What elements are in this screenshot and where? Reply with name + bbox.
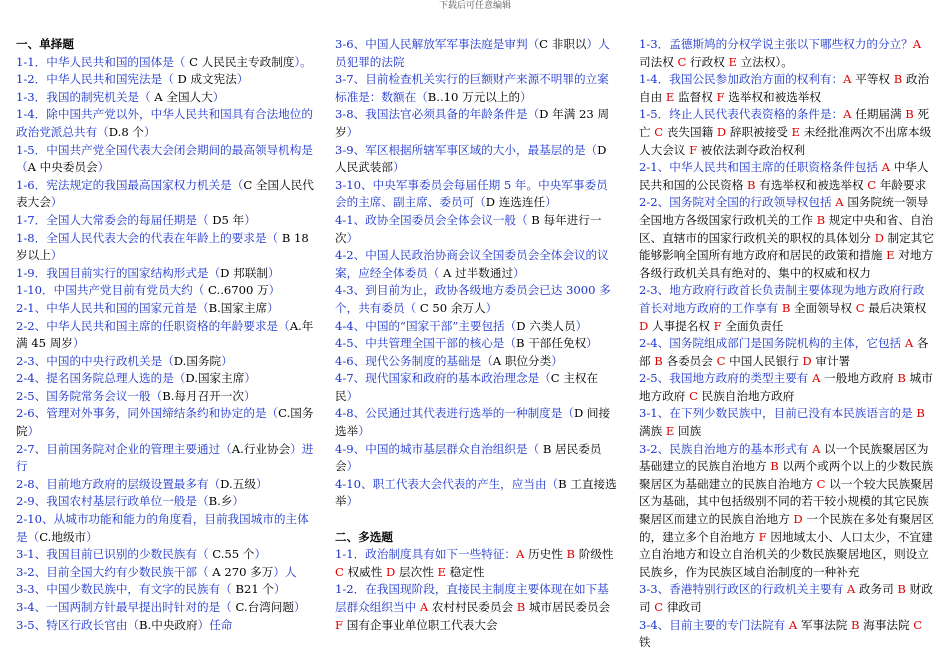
answer-text: C..6700 万 [208,283,269,298]
answer-text: 政务司 [855,582,898,597]
answer-text: C 全国人民代表大会 [16,177,314,210]
question-text: 1-5．终止人民代表代表资格的条件是： [639,107,844,122]
answer-text: C.国务院 [16,406,314,439]
question-item [335,405,618,440]
answer-text: D 六类人员 [516,318,576,333]
question-text: 1-10．中国共产党目前有党员大约（ [16,283,209,298]
question-text: ） [267,300,279,315]
question-text: 3-3、香港特别行政区的行政机关主要有 [639,582,847,597]
answer-text: 政治自由 [639,72,930,104]
question-text: ） [255,476,268,491]
option-letter: B [516,600,526,614]
question-text: 1-9．我国目前实行的国家结构形式是（ [16,265,221,280]
option-letter: E [665,89,675,104]
question-text: ） [97,160,110,175]
option-letter: C [654,600,664,614]
option-letter: A [788,617,798,632]
option-letter: A [812,371,821,386]
question-item [16,230,316,265]
answer-text: 中国人民银行 [725,353,803,368]
question-text: ） [232,494,244,509]
option-letter: D [639,318,649,333]
question-text: 1-3．我国的制宪机关是（ [16,89,155,104]
answer-text: C.55 个 [212,547,255,562]
option-letter: D [802,353,812,368]
question-text: 2-1、中华人民共和国的国家元首是（ [16,300,209,315]
answer-text: 全面领导权 [790,300,856,315]
question-item [639,617,935,652]
option-letter: F [758,529,767,544]
question-item [639,581,935,616]
question-text: 1-6．宪法规定的我国最高国家权力机关是（ [16,177,244,192]
answer-text: 规定中央和省、自治区、直辖市的国家行政机关的职权的具体划分 [639,212,934,245]
option-letter: C [654,124,664,139]
answer-text: C 非职以 [539,37,587,51]
question-text: ） [236,72,249,87]
option-letter: C [867,177,877,192]
question-item [16,441,316,476]
question-item [16,353,316,371]
answer-text: 审计署 [811,353,851,368]
answer-text: C 主权在民 [335,371,599,403]
question-text: 1-2．中华人民共和国宪法是（ [16,72,178,87]
question-item [16,493,316,511]
question-text: 2-4、提名国务院总理人选的是（ [16,371,186,386]
question-text: 1-2．在我国现阶段，直接民主制度主要体现在如下基层群众组织当中 [335,582,609,614]
question-text: 2-2、国务院对全国的行政领导权包括 [639,195,836,210]
question-item [335,546,618,581]
option-letter: C [855,300,865,315]
option-letter: E [728,54,737,69]
answer-text: 监督权 [674,89,717,104]
question-text: 4-4、中国的“国家干部”主要包括（ [335,318,517,333]
question-item [16,405,316,440]
question-text: 1-3．孟德斯鸠的分权学说主张以下哪些权力的分立？ [639,37,913,51]
answer-text: 历史性 [524,547,567,562]
question-text: 2-3、地方政府行政首长负责制主要体现为地方政府行政首长对地方政府的工作享有 [639,283,925,315]
answer-text: D.国务院 [173,353,222,368]
answer-text: 海事法院 [859,617,914,632]
answer-text: B.国家主席 [208,300,268,315]
question-item [16,89,316,107]
answer-text: 制定其它能够影响全国所有地方政府和居民的政策和措施 [639,230,934,263]
answer-text: 各部 [639,336,929,368]
question-text: 1-4．除中国共产党以外，中华人民共和国具有合法地位的政治党派总共有（ [16,107,313,139]
question-item [335,212,618,247]
answer-text: 国务院统一领导全国地方各级国家行政机关的工作 [639,195,929,227]
option-letter: B [781,300,791,315]
answer-text: 城市地方政府 [639,371,933,403]
question-item [335,177,618,212]
answer-text: B 干部任免权 [515,336,587,351]
question-text: ） [243,388,256,403]
question-text: ） [358,424,370,439]
answer-text: D.五级 [220,476,256,491]
option-letter: F [689,142,698,157]
question-item [16,511,316,546]
option-letter: A [835,195,844,210]
question-text: 3-7、目前检查机关实行的巨额财产来源不明罪的立案标准是：数额在（ [335,72,609,104]
option-letter: C [716,353,726,368]
question-text: ） [274,582,286,597]
answer-text: A.行业协会 [231,441,291,456]
answer-text: 稳定性 [445,564,485,579]
question-text: 1-8．全国人民代表大会的代表在年龄上的要求是（ [16,230,282,245]
column-left [16,36,316,634]
option-letter: C [335,564,344,579]
question-text: ）任命 [197,617,233,632]
answer-text: A 270 多万 [212,564,274,579]
question-text: 2-10、从城市功能和能力的角度看，目前我国城市的主体是（ [16,512,309,544]
option-letter: E [791,124,801,139]
answer-text: C.台湾问题 [235,600,294,614]
answer-text: 军事法院 [797,617,852,632]
question-text: ） [267,265,280,280]
question-text: ） [50,195,63,210]
answer-text: B.乡 [208,494,233,509]
answer-text: 未经批准两次不出席本级人大会议 [639,124,932,157]
answer-text: D 人民武装部 [335,142,607,175]
answer-text: 全面负责任 [721,318,784,333]
option-letter: E [665,424,675,439]
question-text: ） [86,529,98,544]
answer-text: A 中央委员会 [27,160,98,175]
answer-text: 平等权 [851,72,894,87]
answer-text: A.年满 45 周岁 [16,318,314,351]
question-text: 4-8、公民通过其代表进行选举的一种制度是（ [335,406,574,421]
question-text: ）人员犯罪的法院 [335,37,610,69]
question-text: ） [586,336,598,351]
question-item [16,546,316,564]
answer-text: D 连选连任 [485,195,546,210]
answer-text: A 过半数通过 [443,265,514,280]
option-letter: B [816,212,826,227]
question-text: ）进行 [16,441,314,474]
answer-text: 财政司 [639,582,933,614]
question-text: ）。 [294,54,312,69]
question-item [639,282,935,335]
question-text: 2-7、目前国务院对企业的管理主要通过（ [16,441,232,456]
option-letter: B [770,459,779,474]
answer-text: 中华人民共和国的公民资格 [639,160,929,192]
option-letter: B [747,177,756,192]
column-middle [335,36,618,634]
section-heading: 二、多选题 [335,529,393,544]
question-item [335,353,618,371]
question-text: 2-6、管理对外事务，同外国缔结条约和协定的是（ [16,406,279,421]
question-text: 4-3、到目前为止，政协各级地方委员会已达 3000 多个，共有委员（ [335,283,611,315]
answer-text: 农村村民委员会 [428,600,517,614]
question-text: ） [244,371,256,386]
option-letter: C [913,617,923,632]
question-text: ） [545,195,557,210]
option-letter: A [419,600,429,614]
question-item [16,581,316,599]
question-text: 1-5．中国共产党全国代表大会闭会期间的最高领导机构是（ [16,142,313,175]
answer-text: 有选举权和被选举权 [755,177,868,192]
question-item [16,388,316,406]
answer-text: 以两个或两个以上的少数民族聚居区为基础建立的民族自治地方 [639,459,934,491]
answer-text: 立法权）。 [736,54,793,69]
question-text: ） [485,300,498,315]
answer-text: 铁 [639,635,651,650]
answer-text: 以一个民族聚居区为基础建立的民族自治地方 [639,441,929,474]
question-item [335,142,618,177]
answer-text: 对地方各级行政机关具有绝对的、集中的权威和权力 [639,248,934,280]
question-text: ） [520,89,532,104]
question-item [335,441,618,476]
question-item [639,159,935,194]
option-letter: B [566,547,576,562]
answer-text: 一般地方政府 [820,371,898,386]
option-letter: B [916,406,925,421]
option-letter: D [793,512,803,527]
question-text: 4-5、中共管理全国干部的核心是（ [335,336,516,351]
question-item [335,476,618,511]
question-text: ） [221,353,233,368]
question-text: 4-2、中国人民政治协商会议全国委员会全体会议的议案，应经全体委员（ [335,248,609,280]
answer-text: A 全国人大 [154,89,213,104]
answer-text: B 18 岁以上 [16,230,309,263]
question-item [335,36,618,71]
question-text: ） [346,494,359,509]
question-item [335,247,618,282]
option-letter: C [677,54,687,69]
question-item [335,581,618,634]
question-text: 3-1、在下列少数民族中，目前已没有本民族语言的是 [639,406,917,421]
question-text: 3-3、中国少数民族中，有文字的民族有（ [16,582,236,597]
question-text: ） [346,230,359,245]
option-letter: A [515,547,525,562]
question-text: 1-7．全国人大常委会的每届任期是（ [16,212,213,227]
option-letter: A [881,160,891,175]
question-item [335,106,618,141]
question-item [335,318,618,336]
answer-text: B 每年进行一次 [335,212,602,245]
question-text: 4-9、中国的城市基层群众自治组织是（ [335,441,543,456]
option-letter: C [816,476,826,491]
spacer [335,511,618,529]
option-letter: A [904,336,914,351]
question-text: ） [254,547,267,562]
question-text: 2-1、中华人民共和国主席的任职资格条件包括 [639,160,882,175]
answer-text: 任期届满 [851,107,906,122]
question-text: 2-8、目前地方政府的层级设置最多有（ [16,476,221,491]
question-text: ） [72,336,85,351]
question-text: ） [346,459,359,474]
question-item [16,212,316,230]
answer-text: 最后决策权 [864,300,927,315]
option-letter: E [437,564,446,579]
option-letter: D [386,564,396,579]
question-text: 3-10、中央军事委员会每届任期 5 年。中央军事委员会的主席、副主席、委员可（ [335,177,608,210]
question-text: 2-5、国务院常务会议一般（ [16,388,163,403]
option-letter: A [912,37,922,51]
question-item [639,335,935,370]
answer-text: 层次性 [395,564,438,579]
question-item [335,335,618,353]
question-text: ） [144,124,156,139]
question-text: ） [244,212,256,227]
question-item [16,265,316,283]
question-text: ） [212,89,225,104]
question-item [16,71,316,89]
question-item [639,71,935,106]
answer-text: 选举权和被选举权 [724,89,821,104]
answer-text: 城市居民委员会 [525,600,611,614]
question-item [16,54,316,72]
question-item [16,599,316,617]
question-text: 4-10、职工代表大会代表的产生，应当由（ [335,476,559,491]
question-text: 3-2、目前全国大约有少数民族干部（ [16,564,213,579]
column-right [639,36,935,652]
question-text: ） [513,265,525,280]
question-text: 2-5、我国地方政府的类型主要有 [639,371,813,386]
option-letter: A [843,107,852,122]
question-text: 2-2、中华人民共和国主席的任职资格的年龄要求是（ [16,318,290,333]
question-text: 3-1、我国目前已识别的少数民族有（ [16,547,213,562]
answer-text: D 成文宪法 [177,72,237,87]
answer-text: 民族自治地方政府 [697,388,795,403]
question-item [335,370,618,405]
answer-text: D5 年 [212,212,245,227]
answer-text: B21 个 [235,582,275,597]
question-text: 2-3、中国的中央行政机关是（ [16,353,174,368]
answer-text: 丧失国籍 [663,124,717,139]
answer-text: 各委员会 [662,353,717,368]
question-item [16,177,316,212]
answer-text: 因地域太小、人口太少，不宜建立自治地方和设立自治机关的少数民族聚居地区，则设立民族乡，作为民族区域自治制度的一种补充 [639,529,933,579]
answer-text: C.地级市 [39,529,87,544]
answer-text: A 职位分类 [492,353,552,368]
question-text: ） [346,124,359,139]
option-letter: C [689,388,698,403]
question-item [16,617,316,635]
question-item [639,194,935,282]
option-letter: A [846,582,856,597]
answer-text: B 居民委员会 [335,441,602,474]
question-item [639,405,935,440]
answer-text: 死亡 [639,107,930,139]
question-item [16,370,316,388]
question-text: 3-5、特区行政长官由（ [16,617,140,632]
question-text: 4-1、政协全国委员会全体会议一般（ [335,212,532,227]
answer-text: D 年满 23 周岁 [335,107,610,139]
question-text: 3-4、目前主要的专门法院有 [639,617,789,632]
question-text: ） [575,318,588,333]
answer-text: 阶级性 [575,547,614,562]
answer-text: 国有企事业单位职工代表大会 [343,617,498,632]
question-text: 3-9、军区根据所辖军事区域的大小，最基层的是（ [335,142,598,157]
question-item [16,476,316,494]
option-letter: A [812,441,821,456]
question-item [639,36,935,71]
question-item [16,300,316,318]
answer-text: D.8 个 [108,124,144,139]
question-text: 1-1．政治制度具有如下一些特征： [335,547,516,562]
question-text: ） [392,160,405,175]
answer-text: D 间接选举 [335,406,611,439]
question-text: 2-4、国务院组成部门是国务院机构的主体，它包括 [639,336,905,351]
option-letter: B [654,353,663,368]
answer-text: 年龄要求 [876,177,927,192]
answer-text: 满族 [639,424,666,439]
option-letter: D [874,230,884,245]
answer-text: 一个民族在多处有聚居区的，建立多个自治地方 [639,512,934,544]
answer-text: D 邦联制 [220,265,268,280]
question-text: ）人 [273,564,297,579]
option-letter: E [886,248,895,263]
answer-text: D.国家主席 [185,371,245,386]
answer-text: 回族 [674,424,702,439]
question-item [335,71,618,106]
question-text: ） [268,283,281,298]
question-text: 4-6、现代公务制度的基础是（ [335,353,493,368]
watermark: 下载后可任意编辑 [438,1,511,11]
question-text: ） [293,600,306,614]
answer-text: 行政权 [686,54,729,69]
question-text: 1-1．中华人民共和国的国体是（ [16,54,190,69]
option-letter: B [893,72,903,87]
answer-text: 司法权 [639,54,678,69]
answer-text: 以一个较大民族聚居区为基础，其中包括级别不同的若干较小规模的其它民族聚居区而建立的民族自治地方 [639,476,934,527]
question-text: 3-6、中国人民解放军军事法庭是审判（ [335,37,540,51]
answer-text: 人事提名权 [648,318,714,333]
question-item [639,370,935,405]
question-text: 4-7、现代国家和政府的基本政治理念是（ [335,371,551,386]
question-text: 3-2、民族自治地方的基本形式有 [639,441,813,456]
answer-text: B..10 万元以上的 [427,89,521,104]
option-letter: F [335,617,344,632]
question-text: 3-8、我国法官必须具备的年龄条件是（ [335,107,540,122]
option-letter: B [905,107,914,122]
option-letter: B [851,617,860,632]
question-text: ） [50,248,63,263]
question-text: ） [27,424,40,439]
question-item [16,564,316,582]
option-letter: F [716,89,725,104]
option-letter: F [713,318,722,333]
answer-text: 权威性 [343,564,387,579]
question-text: ） [551,353,563,368]
question-item [639,106,935,159]
question-item [16,282,316,300]
answer-text: B.每月召开一次 [162,388,244,403]
option-letter: B [897,582,906,597]
option-letter: A [843,72,852,87]
question-item [16,142,316,177]
answer-text: 律政司 [663,600,702,614]
option-letter: B [897,371,906,386]
question-item [335,282,618,317]
option-letter: D [716,124,727,139]
answer-text: C 50 余万人 [419,300,486,315]
answer-text: B 工直接选举 [335,476,617,509]
answer-text: B.中央政府 [139,617,198,632]
question-item [639,441,935,582]
answer-text: 被依法剥夺政治权利 [697,142,806,157]
question-text: 2-9、我国农村基层行政单位一般是（ [16,494,209,509]
question-item [16,106,316,141]
question-text: 3-4、一国两制方针最早提出时针对的是（ [16,600,236,614]
answer-text: C 人民民主专政制度 [189,54,295,69]
question-text: 1-4．我国公民参加政治方面的权利有： [639,72,844,87]
question-item [16,318,316,353]
question-text: ） [346,388,359,403]
answer-text: 辞职被接受 [726,124,792,139]
section-heading: 一、单择题 [16,37,74,51]
